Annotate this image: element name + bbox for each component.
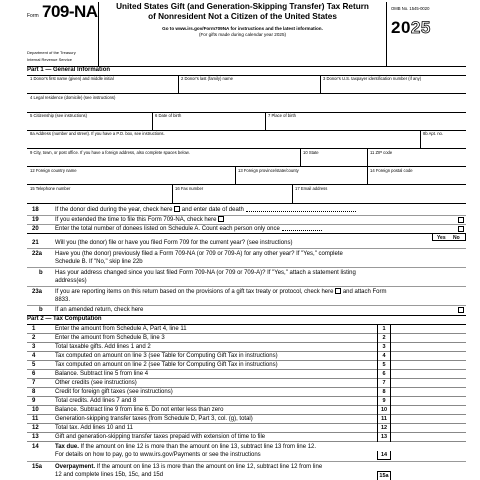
line-19-text: If you extended the time to file this Form 709-NA, check here [55,216,224,224]
field-address[interactable]: 8a Address (number and street). If you have a P.O. box, see instructions. [30,131,165,136]
line-box-label: 7 [377,379,391,388]
line-number: 7 [32,380,36,386]
divider [367,166,368,184]
tax-line-1 [27,325,466,334]
line-23b-text: If an amended return, check here [55,307,144,313]
line-14 [27,443,466,460]
line-14-text: Tax due. If the amount on line 12 is more than the amount on line 13, subtract line 13 from line 12. [55,444,317,450]
form-word: Form [27,13,39,19]
divider [420,130,421,148]
divider [27,233,466,234]
field-first-name[interactable]: 1 Donor's first name (given) and middle initial [30,76,114,81]
line-20 [27,225,466,233]
tax-line-11 [27,415,466,424]
amount-field[interactable] [392,433,466,442]
field-foreign-postal[interactable]: 14 Foreign postal code [370,168,413,173]
line-text: Total taxable gifts. Add lines 1 and 2 [55,344,151,350]
tax-line-2 [27,334,466,343]
line-18-box [458,207,464,213]
line-number: b [39,307,43,313]
line-19-checkbox[interactable] [458,217,464,223]
divider [27,112,466,113]
field-last-name[interactable]: 2 Donor's last (family) name [181,76,233,81]
divider [172,184,173,203]
divider [27,461,466,462]
line-text: Balance. Subtract line 9 from line 6. Do not enter less than zero [55,407,224,413]
line-number: b [39,270,43,276]
line-22a-text: Have you (the donor) previously filed a Form 709-NA (or 709 or 709-A) for any other year? If "Yes," complete [55,251,343,257]
line-14-text2: For details on how to pay, go to www.irs.gov/Payments or see the instructions [55,452,261,458]
donee-count-field[interactable] [282,230,322,231]
line-number: 21 [32,240,39,246]
line-number: 22a [32,251,43,257]
line-22a-text2: Schedule B. If "No," skip line 22b [55,259,143,265]
line-box-label: 12 [377,424,391,433]
line-number: 13 [32,434,39,440]
amended-checkbox[interactable] [458,307,464,313]
tax-line-12 [27,424,466,433]
tax-line-13 [27,433,466,442]
line-number: 23a [32,289,43,295]
line-box-label: 11 [377,415,391,424]
form-title-line2: of Nonresident Not a Citizen of the United States [148,12,337,21]
tax-line-5 [27,361,466,370]
line-text: Enter the amount from Schedule A, Part 4, line 11 [55,326,187,332]
field-city[interactable]: 9 City, town, or post office. If you have a foreign address, also complete spaces below. [30,150,190,155]
line-text: Other credits (see instructions) [55,380,137,386]
line-text: Enter the amount from Schedule B, line 3 [55,335,165,341]
divider [27,148,466,149]
divider [367,148,368,166]
line-box-label: 5 [377,361,391,370]
line-text: Total credits. Add lines 7 and 8 [55,398,137,404]
line-number: 4 [32,353,36,359]
line-number: 12 [32,425,39,431]
line-text: Balance. Subtract line 5 from line 4 [55,371,149,377]
tax-line-8 [27,388,466,397]
extension-checkbox[interactable] [218,216,224,222]
field-tin[interactable]: 3 Donor's U.S. taxpayer identification number (if any) [323,76,422,81]
amount-field[interactable] [392,406,466,415]
line-19 [27,216,466,224]
line-text: Generation-skipping transfer taxes (from Schedule D, Part 3, col. (g), total) [55,416,253,422]
line-text: Total tax. Add lines 10 and 11 [55,425,133,431]
no-label: No [453,235,460,241]
line-number: 11 [32,416,39,422]
date-of-death-field[interactable] [246,211,356,212]
line-box-label: 6 [377,370,391,379]
line-23a-text2: 8833. [55,297,71,303]
line-20-box[interactable] [458,226,464,232]
line-box-label: 1 [377,325,391,334]
field-apt-no[interactable]: 8b Apt. no. [423,131,444,136]
amount-field[interactable] [392,424,466,433]
omb-number: OMB No. 1545-0020 [391,6,430,11]
divider [300,148,301,166]
divider [152,112,153,130]
field-zip[interactable]: 11 ZIP code [370,150,393,155]
divider [178,75,179,93]
line-15a-text: Overpayment. If the amount on line 13 is more than the amount on line 12, subtract line 12 from line [55,464,323,470]
line-15a-text2: 12 and complete lines 15b, 15c, and 15d [55,472,164,478]
line-box-label: 8 [377,388,391,397]
field-state[interactable]: 10 State [303,150,319,155]
calendar-year-note: (For gifts made during calendar year 2025) [198,32,287,37]
line-number: 19 [32,217,39,223]
tax-line-7 [27,379,466,388]
divider [265,112,266,130]
line-22b [27,269,466,285]
line-number: 3 [32,344,36,350]
line-22b-text2: address(es) [55,278,87,284]
line-box-label: 14 [377,451,391,460]
line-number: 8 [32,389,36,395]
line-number: 15a [32,464,43,470]
field-telephone[interactable]: 15 Telephone number [30,186,71,191]
dept-line1: Department of the Treasury [27,50,76,55]
field-place-of-birth[interactable]: 7 Place of birth [268,113,296,118]
amount-field[interactable] [392,334,466,343]
line-box-label: 3 [377,343,391,352]
form-number: 709-NA [42,2,98,21]
amount-field[interactable] [392,379,466,388]
line-number: 1 [32,326,36,332]
amount-field[interactable] [392,361,466,370]
omb-block [386,2,466,66]
form-id-block [27,2,99,66]
amount-field[interactable] [392,388,466,397]
amount-field[interactable] [392,352,466,361]
dept-line2: Internal Revenue Service [27,57,72,62]
line-box-label: 15a [377,471,391,480]
yes-label: Yes [437,235,446,241]
line-number: 20 [32,226,39,232]
line-box-label: 2 [377,334,391,343]
amount-field[interactable] [392,415,466,424]
amount-field[interactable] [392,325,466,334]
line-number: 14 [32,444,39,450]
tax-line-3 [27,343,466,352]
line-18-text: If the donor died during the year, check here and enter date of death [55,206,356,214]
field-legal-residence[interactable]: 4 Legal residence (domicile) (see instructions) [30,95,116,100]
line-text: Credit for foreign gift taxes (see instructions) [55,389,173,395]
amount-field[interactable] [392,397,466,406]
line-box-label: 9 [377,397,391,406]
tax-line-10 [27,406,466,415]
line-22a [27,250,466,266]
divider [320,75,321,93]
line-number: 9 [32,398,36,404]
tax-line-9 [27,397,466,406]
line-18 [27,206,466,214]
line-21-text: Will you (the donor) file or have you filed Form 709 for the current year? (see instructions) [55,240,293,246]
divider [27,286,466,287]
goto-instructions: Go to www.irs.gov/Form709NA for instructions and the latest information. [162,26,323,31]
line-22b-text: Has your address changed since you last filed Form 709-NA (or 709 or 709-A)? If "Yes," attach a statement listing [55,270,356,276]
line-box-label: 4 [377,352,391,361]
divider [27,184,466,185]
line-23b [27,306,466,314]
tax-line-6 [27,370,466,379]
line-box-label: 10 [377,406,391,415]
form-title-line1: United States Gift (and Generation-Skipping Transfer) Tax Return [116,2,369,11]
line-21 [27,239,466,247]
divider [27,248,466,249]
divider [235,166,236,184]
amount-field[interactable] [392,343,466,352]
died-checkbox[interactable] [174,206,180,212]
field-fax[interactable]: 16 Fax number [175,186,204,191]
field-email[interactable]: 17 Email address [295,186,328,191]
form-header [0,0,480,66]
divider [27,93,466,94]
line-number: 18 [32,207,39,213]
divider [27,166,466,167]
field-foreign-province[interactable]: 13 Foreign province/state/county [238,168,299,173]
line-text: Tax computed on amount on line 3 (see Table for Computing Gift Tax in instructions) [55,353,278,359]
divider [27,203,466,204]
line-text: Tax computed on amount on line 2 (see Table for Computing Gift Tax in instructions) [55,362,278,368]
line-box-label: 13 [377,433,391,442]
part1-title: Part 1 — General Information [27,67,111,73]
line-number: 2 [32,335,36,341]
divider [27,267,466,268]
field-citizenship[interactable]: 5 Citizenship (see instructions) [30,113,88,118]
line-23a-text: If you are reporting items on this return based on the provisions of a gift tax treaty or protocol, check here and attach Form [55,289,387,295]
line-15a [27,463,466,480]
line-20-text: Enter the total number of donees listed on Schedule A. Count each person only once [55,225,322,233]
tax-line-4 [27,352,466,361]
amount-field[interactable] [392,370,466,379]
field-date-of-birth[interactable]: 6 Date of birth [155,113,182,118]
line-number: 5 [32,362,36,368]
form-title-block [100,2,385,66]
treaty-checkbox[interactable] [335,288,341,294]
line-number: 6 [32,371,36,377]
tax-year: 2025 [391,18,431,37]
part2-title: Part 2 — Tax Computation [27,316,102,322]
line-text: Gift and generation-skipping transfer taxes prepaid with extension of time to file [55,434,266,440]
divider [292,184,293,203]
field-foreign-country[interactable]: 12 Foreign country name [30,168,77,173]
line-number: 10 [32,407,39,413]
line-23a [27,288,466,304]
